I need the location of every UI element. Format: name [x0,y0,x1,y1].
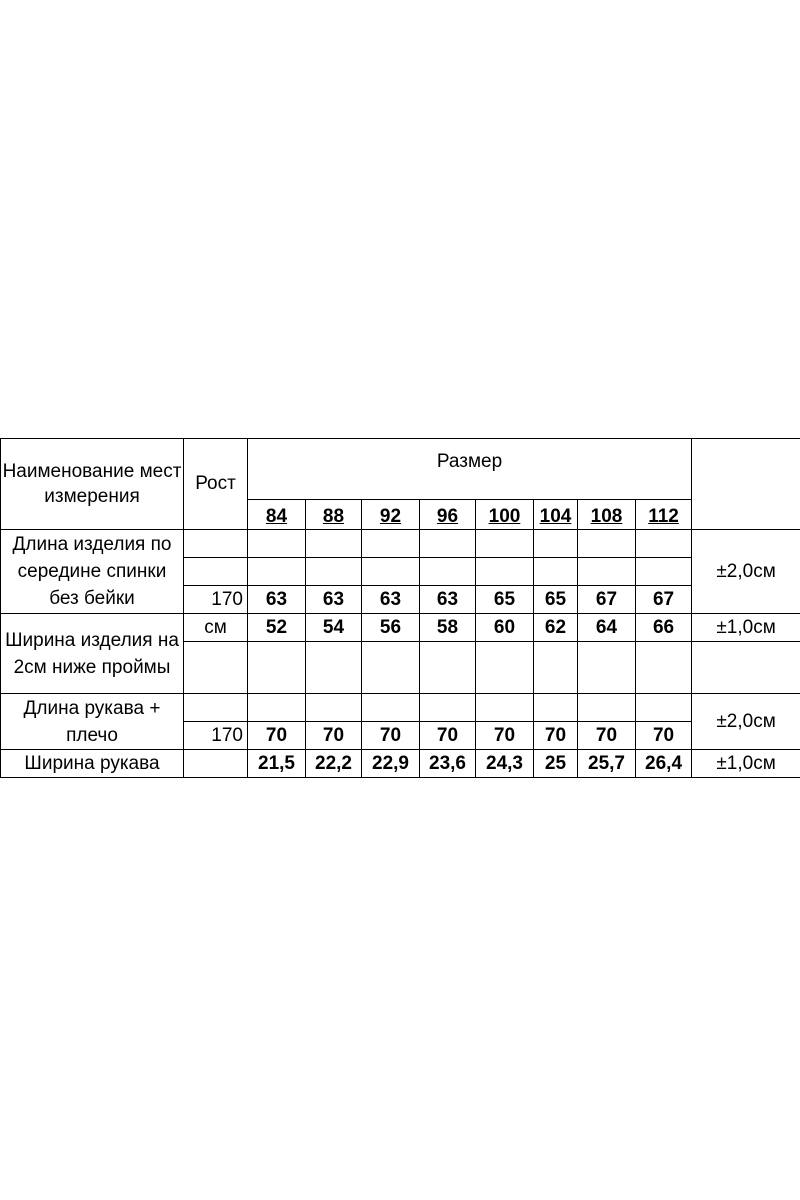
width-armhole-value-92: 56 [362,614,420,642]
empty-cell [578,642,636,694]
empty-cell [476,530,534,558]
sleeve-width-tolerance: ±1,0см [692,750,800,778]
sleeve-length-height: 170 [184,722,248,750]
empty-cell [636,694,692,722]
size-104: 104 [534,500,578,530]
width-armhole-value-112: 66 [636,614,692,642]
empty-cell [636,558,692,586]
size-100: 100 [476,500,534,530]
empty-cell [184,558,248,586]
empty-cell [184,642,248,694]
size-84: 84 [248,500,306,530]
sleeve-length-value-96: 70 [420,722,476,750]
size-chart-table [0,438,800,778]
sleeve-length-value-88: 70 [306,722,362,750]
sleeve-length-value-84: 70 [248,722,306,750]
empty-cell [578,694,636,722]
empty-cell [184,530,248,558]
sleeve-width-name: Ширина рукава [1,750,184,778]
size-88: 88 [306,500,362,530]
sleeve-width-value-84: 21,5 [248,750,306,778]
sleeve-length-value-108: 70 [578,722,636,750]
sleeve-length-value-92: 70 [362,722,420,750]
empty-cell [306,642,362,694]
empty-cell [248,530,306,558]
empty-cell [184,694,248,722]
empty-cell [578,558,636,586]
empty-cell [578,530,636,558]
empty-cell [248,558,306,586]
empty-cell [362,642,420,694]
header-measurement-name: Наименование мест измерения [1,439,184,530]
empty-cell [534,694,578,722]
sleeve-width-value-112: 26,4 [636,750,692,778]
sleeve-width-height [184,750,248,778]
empty-cell [534,530,578,558]
empty-cell [306,530,362,558]
header-tolerance-blank [692,439,800,530]
empty-cell [476,642,534,694]
empty-cell [636,642,692,694]
length-back-tolerance: ±2,0см [692,530,800,614]
sleeve-width-value-88: 22,2 [306,750,362,778]
width-armhole-name: Ширина изделия на 2см ниже проймы [1,614,184,694]
width-armhole-value-108: 64 [578,614,636,642]
size-92: 92 [362,500,420,530]
length-back-value-100: 65 [476,586,534,614]
size-108: 108 [578,500,636,530]
empty-cell [306,558,362,586]
length-back-value-104: 65 [534,586,578,614]
width-armhole-value-104: 62 [534,614,578,642]
sleeve-length-row-blank [1,694,800,722]
sleeve-length-value-104: 70 [534,722,578,750]
empty-cell [248,642,306,694]
empty-cell [362,694,420,722]
width-armhole-unit: см [184,614,248,642]
length-back-row-a [1,530,800,558]
empty-cell [534,558,578,586]
empty-cell [692,642,800,694]
empty-cell [636,530,692,558]
width-armhole-value-96: 58 [420,614,476,642]
empty-cell [362,530,420,558]
header-row-top [1,439,800,500]
empty-cell [420,530,476,558]
empty-cell [248,694,306,722]
sleeve-width-value-104: 25 [534,750,578,778]
sleeve-width-value-100: 24,3 [476,750,534,778]
length-back-value-92: 63 [362,586,420,614]
width-armhole-value-84: 52 [248,614,306,642]
sleeve-width-row [1,750,800,778]
size-112: 112 [636,500,692,530]
width-armhole-tolerance: ±1,0см [692,614,800,642]
length-back-value-84: 63 [248,586,306,614]
header-height: Рост [184,439,248,530]
header-size: Размер [248,439,692,500]
sleeve-length-value-112: 70 [636,722,692,750]
sleeve-length-tolerance: ±2,0см [692,694,800,750]
width-armhole-value-100: 60 [476,614,534,642]
empty-cell [476,694,534,722]
length-back-name: Длина изделия по середине спинки без бейки [1,530,184,614]
empty-cell [476,558,534,586]
sleeve-width-value-92: 22,9 [362,750,420,778]
width-armhole-row-values [1,614,800,642]
empty-cell [420,642,476,694]
length-back-height: 170 [184,586,248,614]
length-back-value-112: 67 [636,586,692,614]
empty-cell [362,558,420,586]
empty-cell [420,558,476,586]
sleeve-width-value-108: 25,7 [578,750,636,778]
sleeve-length-name: Длина рукава + плечо [1,694,184,750]
empty-cell [534,642,578,694]
empty-cell [306,694,362,722]
width-armhole-value-88: 54 [306,614,362,642]
sleeve-width-value-96: 23,6 [420,750,476,778]
sleeve-length-value-100: 70 [476,722,534,750]
empty-cell [420,694,476,722]
length-back-value-108: 67 [578,586,636,614]
length-back-value-88: 63 [306,586,362,614]
length-back-value-96: 63 [420,586,476,614]
size-96: 96 [420,500,476,530]
